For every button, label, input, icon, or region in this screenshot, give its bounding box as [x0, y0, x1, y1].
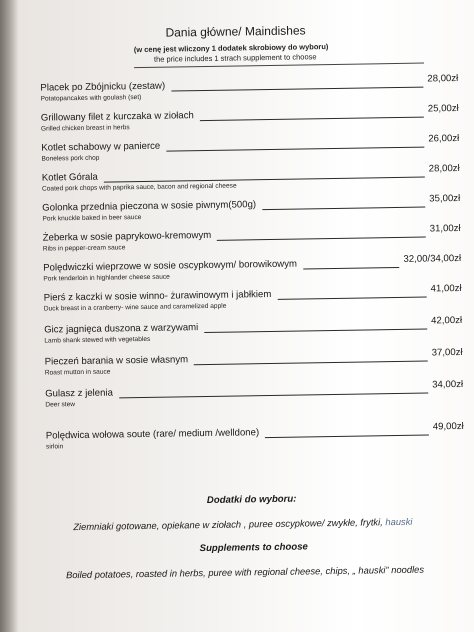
menu-item-description: Coated pork chops with paprika sauce, bacon and regional cheese [41, 182, 237, 193]
menu-item-price: 26,00zł [428, 133, 460, 145]
menu-item [43, 253, 473, 289]
menu-item-description: Roast mutton in sauce [44, 368, 111, 377]
menu-item-price: 37,00zł [431, 346, 463, 359]
menu-item [45, 378, 474, 415]
menu-item-price: 49,00zł [432, 420, 464, 433]
menu-item [44, 346, 474, 383]
extras-title-en: Supplements to choose [199, 541, 308, 555]
extras-list-pl [73, 516, 412, 532]
menu-item-description: Deer stew [45, 401, 76, 409]
menu-item-price: 28,00zł [427, 73, 459, 85]
extras-list-pl-text: Ziemniaki gotowane, opiekane w ziołach , puree oscypkowe/ zwykłe, frytki, [73, 516, 386, 533]
extras-title-pl: Dodatki do wyboru: [206, 493, 297, 507]
menu-item-name: Polędwiczki wieprzowe w sosie oscypkowym/ borowikowym [43, 258, 298, 274]
menu-item [40, 103, 471, 139]
menu-item-price: 31,00zł [429, 223, 461, 235]
menu-item-description: Potatopancakes with goulash (set) [40, 94, 142, 103]
menu-item-description: sirloin [45, 443, 64, 451]
price-leader-line [200, 117, 424, 122]
price-leader-line [278, 297, 427, 300]
menu-item-description: Grilled chicken breast in herbs [40, 124, 130, 133]
menu-item-description: Lamb shank stewed with vegetables [44, 335, 151, 345]
menu-item-description: Duck breast in a cranberry- wine sauce and caramelized apple [43, 302, 227, 313]
menu-item [44, 314, 474, 351]
menu-item-name: Pieczeń barania w sosie własnym [44, 354, 189, 368]
menu-item-name: Żeberka w sosie paprykowo-kremowym [42, 229, 212, 244]
menu-item-price: 42,00zł [431, 314, 463, 327]
menu-item-name: Placek po Zbójnicku (zestaw) [40, 80, 166, 94]
menu-sheet [3, 0, 474, 632]
menu-item-name: Pierś z kaczki w sosie winno- żurawinowym i jabłkiem [43, 288, 272, 304]
price-leader-line [119, 393, 428, 399]
menu-item-name: Golonka przednia pieczona w sosie piwnym(500g) [42, 199, 257, 214]
menu-item-name: Kotlet Górala [41, 171, 98, 184]
menu-item-name: Gicz jagnięca duszona z warzywami [44, 322, 199, 336]
price-leader-line [265, 435, 429, 439]
menu-item [43, 282, 474, 319]
menu-item-price: 28,00zł [428, 163, 460, 175]
price-leader-line [217, 237, 426, 241]
menu-item-price: 32,00/34,00zł [403, 253, 462, 265]
price-leader-line [194, 361, 428, 366]
price-leader-line [166, 147, 424, 152]
price-leader-line [262, 207, 425, 211]
extras-list-pl-highlight: hauski [385, 515, 413, 528]
price-leader-line [204, 329, 427, 334]
menu-item-description: Ribs in pepper-cream sauce [42, 244, 126, 253]
menu-item-name: Polędwica wołowa soute (rare/ medium /welldone) [45, 427, 260, 442]
menu-item-name: Kotlet schabowy w panierce [41, 140, 161, 154]
page-edge-shadow [0, 0, 18, 632]
menu-item-price: 41,00zł [430, 282, 462, 295]
extras-list-en: Boiled potatoes, roasted in herbs, puree with regional cheese, chips, „ hauski” noodles [65, 563, 425, 581]
menu-item-price: 25,00zł [427, 103, 459, 115]
menu-item [45, 420, 474, 457]
menu-item-description: Pork tenderloin in highlander cheese sauce [43, 273, 170, 283]
menu-subtitle-pl: (w cenę jest wliczony 1 dodatek skrobiowy do wyboru) [133, 42, 329, 55]
menu-item [41, 133, 471, 169]
menu-item-price: 34,00zł [432, 378, 464, 391]
menu-item [41, 163, 472, 199]
price-leader-line [171, 87, 423, 92]
menu-item-name: Grillowany filet z kurczaka w ziołach [40, 110, 194, 124]
menu-item [40, 73, 470, 109]
price-leader-line [104, 177, 425, 183]
menu-item [42, 193, 472, 229]
menu-title: Dania główne/ Maindishes [165, 23, 306, 40]
menu-item-description: Boneless pork chop [41, 154, 100, 163]
price-leader-line [303, 267, 399, 270]
menu-item-price: 35,00zł [429, 193, 461, 205]
menu-subtitle-en: the price includes 1 strach supplement to choose [153, 52, 317, 64]
menu-item-description: Pork knuckle baked in beer sauce [42, 214, 142, 223]
menu-item-name: Gulasz z jelenia [45, 387, 113, 400]
